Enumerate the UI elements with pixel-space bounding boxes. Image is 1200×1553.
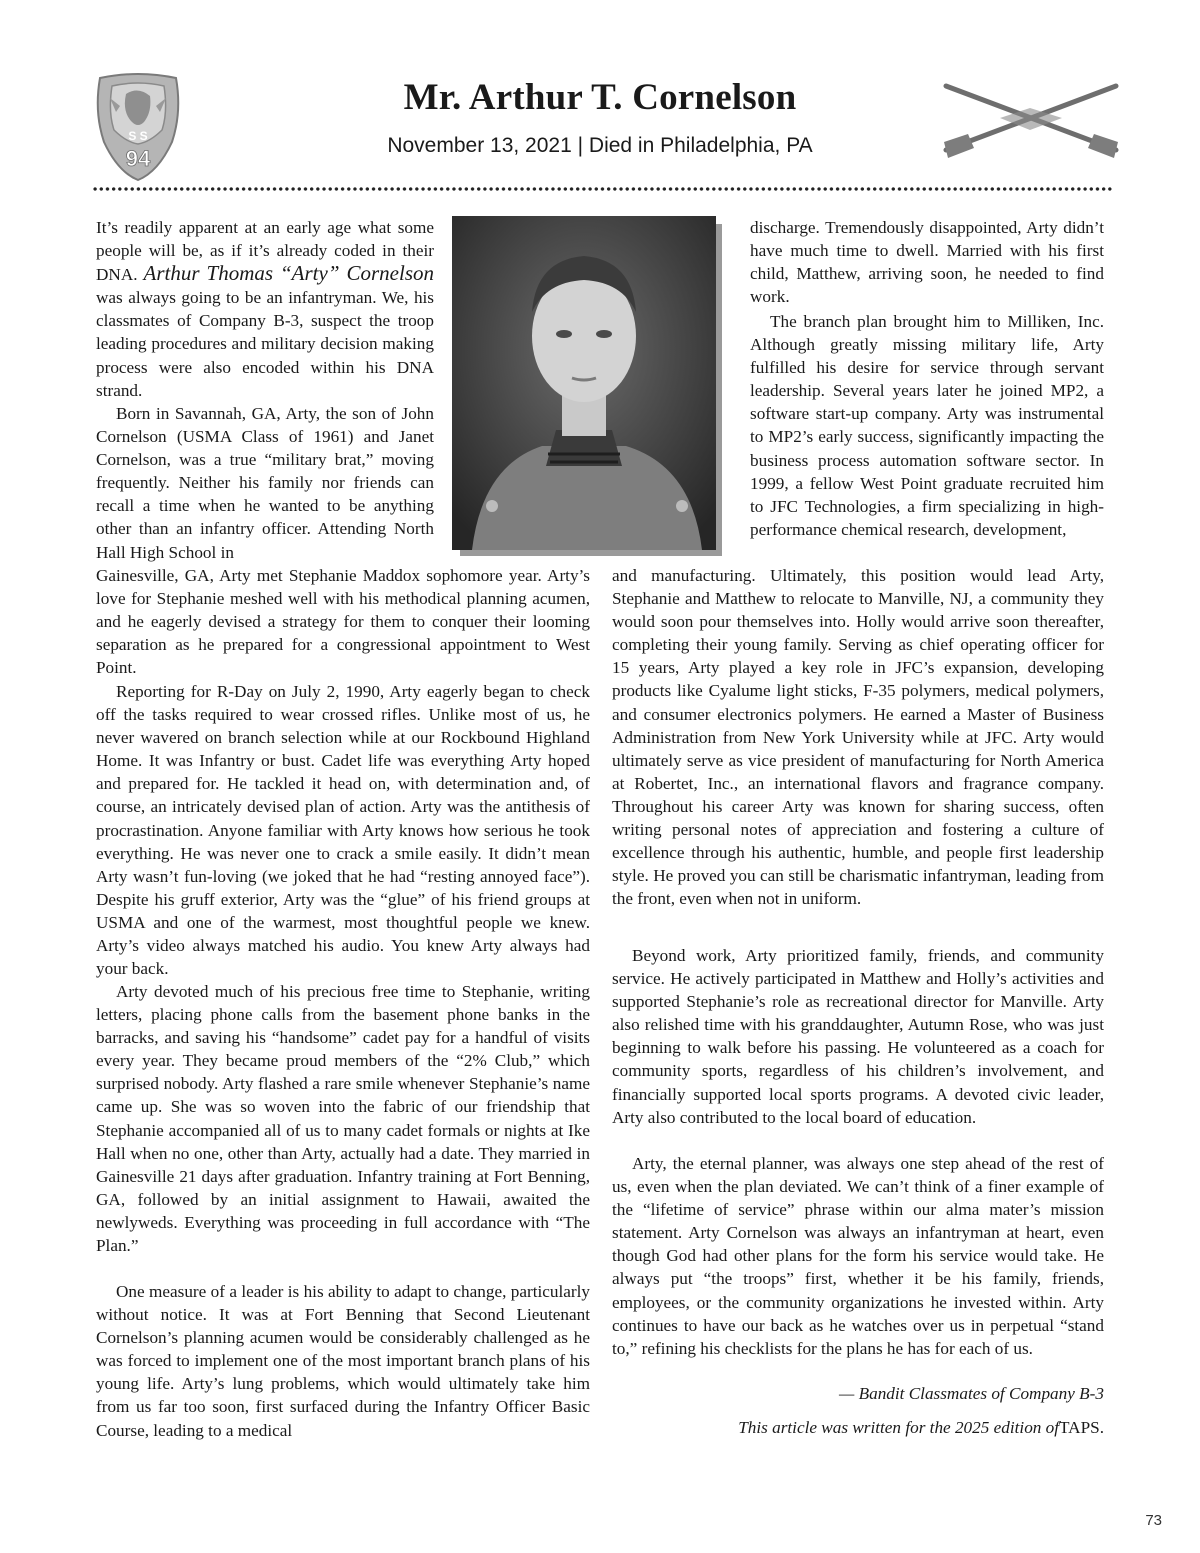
publication-note-italic: This article was written for the 2025 edition of [738,1418,1060,1437]
leadership-text: One measure of a leader is his ability to adapt to change, particularly without notice. It was at Fort Benning that Second Lieutenant Cornelson’s planning acumen would be considerably challenged as he was forced to implement one of the most important branch plans of his young life. Arty’s lung problems, which would ultimately take him from us far too soon, first surfaced during the Infantry Officer Basic Course, leading to a medical [96,1282,590,1440]
west-point-paragraph [96,680,590,980]
leadership-paragraph [96,1280,590,1442]
west-point-text: Reporting for R-Day on July 2, 1990, Arty eagerly began to check off the tasks required to wear crossed rifles. Unlike most of us, he never wavered on branch selection while at our Rockbound Highland Home. It was Infantry or bust. Cadet life was everything Arty hoped and prepared for. He tackled it head on, with determination and, of course, an intricately devised plan of action. Arty was the antithesis of procrastination. Anyone familiar with Arty knows how serious he took everything. He was never one to crack a smile easily. It didn’t mean Arty wasn’t fun-loving (we joked that he had “resting annoyed face”). Despite his gruff exterior, Arty was the “glue” of his friend groups at USMA and one of the warmest, most thoughtful people we knew. Arty’s video always matched his audio. You knew Arty always had your back. [96,682,590,979]
portrait-photo [452,216,722,556]
stephanie-text: Arty devoted much of his precious free time to Stephanie, writing letters, placing phone calls from the basement phone banks in the barracks, and saving his “handsome” cadet pay for a handful of visits every year. They became proud members of the “2% Club,” which surprised nobody. Arty flashed a rare smile whenever Stephanie’s name came up. She was so woven into the fabric of our friendship that Stephanie accompanied all of us to many cadet formals or nights at Ike Hall when no one, other than Arty, actually had a date. They married in Gainesville 21 days after graduation. Infantry training at Fort Benning, GA, followed by an initial assignment to Hawaii, awaited the newlyweds. Everything was proceeding in full accordance with “The Plan.” [96,982,590,1256]
early-life-text: Born in Savannah, GA, Arty, the son of John Cornelson (USMA Class of 1961) and Janet Cornelson, was a true “military brat,” moving frequently. Neither his family nor friends can recall a time when he wanted to be anything other than an infantry officer. Attending North Hall High School in [96,404,434,562]
closing-text: Arty, the eternal planner, was always one step ahead of the rest of us, even when the plan deviated. We can’t think of a finer example of the “lifetime of service” phrase within our alma mater’s mission statement. Arty Cornelson was always an infantryman at heart, even though God had other plans for the form his service would take. He always put “the troops” first, whether it be his family, friends, employees, or the community organizations he invested within. Arty continues to have our back as he watches over us in perpetual “stand to,” refining his checklists for the plans he has for each of us. [612,1154,1104,1358]
career-paragraph [750,310,1104,541]
full-name-italic: Arthur Thomas “Arty” Cornelson [143,261,434,286]
page-title: Mr. Arthur T. Cornelson [403,77,797,118]
publication-note [738,1418,1104,1438]
publication-name: TAPS. [1059,1418,1104,1437]
crest-text-top: S S [128,129,148,143]
closing-paragraph [612,1152,1104,1360]
career-paragraph-continued [612,564,1104,910]
career-text: The branch plan brought him to Milliken, Inc. Although greatly missing military life, Arty fulfilled his desire for service through servant leadership. Several years later he joined MP2, a software start-up company. Arty was instrumental to MP2’s early success, significantly impacting the business process automation software sector. In 1999, a fellow West Point graduate recruited him to JFC Technologies, a firm specializing in high-performance chemical research, development, [750,312,1104,539]
intro-text: It’s readily apparent at an early age what some people will be, as if it’s already coded in their DNA. [96,218,434,285]
community-paragraph [612,944,1104,1129]
crest-year: 94 [125,146,151,171]
community-text: Beyond work, Arty prioritized family, friends, and community service. He actively participated in Matthew and Holly’s activities and supported Stephanie’s role as recreational director for Manville. Arty also relished time with his granddaughter, Autumn Rose, who was just beginning to walk before his passing. He volunteered as a coach for community sports, regardless of his children’s involvement, and financially supported local sports programs. A devoted civic leader, Arty also contributed to the local board of education. [612,946,1104,1127]
death-date-place: November 13, 2021 | Died in Philadelphia, PA [387,134,813,157]
dotted-divider [92,186,1113,192]
page-number: 73 [1145,1512,1162,1529]
early-life-text-continued: Gainesville, GA, Arty met Stephanie Maddox sophomore year. Arty’s love for Stephanie meshed well with his methodical planning acumen, and he eagerly devised a strategy for them to conquer their looming separation as he prepared for a congressional appointment to West Point. [96,566,590,678]
early-life-paragraph [96,402,434,564]
author-signature: — Bandit Classmates of Company B-3 [839,1384,1104,1403]
discharge-paragraph [750,216,1104,308]
intro-paragraph [96,216,434,402]
discharge-text: discharge. Tremendously disappointed, Arty didn’t have much time to dwell. Married with his first child, Matthew, arriving soon, he needed to find work. [750,218,1104,307]
stephanie-paragraph [96,980,590,1257]
early-life-paragraph-continued [96,564,590,679]
career-text-continued: and manufacturing. Ultimately, this position would lead Arty, Stephanie and Matthew to relocate to Manville, NJ, a community they would soon pour themselves into. Holly would arrive soon thereafter, completing their young family. Serving as chief operating officer for 15 years, Arty played a key role in JFC’s expansion, developing products like Cyalume light sticks, F-35 polymers, medical polymers, and consumer electronics polymers. He earned a Master of Business Administration from New York University while at JFC. Arty would ultimately serve as vice president of manufacturing for North America at Robertet, Inc., an international flavors and fragrance company. Throughout his career Arty was known for sharing success, often writing personal notes of appreciation and fostering a culture of excellence through his authentic, humble, and people first leadership style. He proved you can still be charismatic infantryman, leading from the front, even when not in uniform. [612,566,1104,909]
intro-text-continued: was always going to be an infantryman. We, his classmates of Company B-3, suspect the troop leading procedures and military decision making process were also encoded within his DNA strand. [96,288,434,400]
crossed-rifles-icon [940,78,1122,160]
